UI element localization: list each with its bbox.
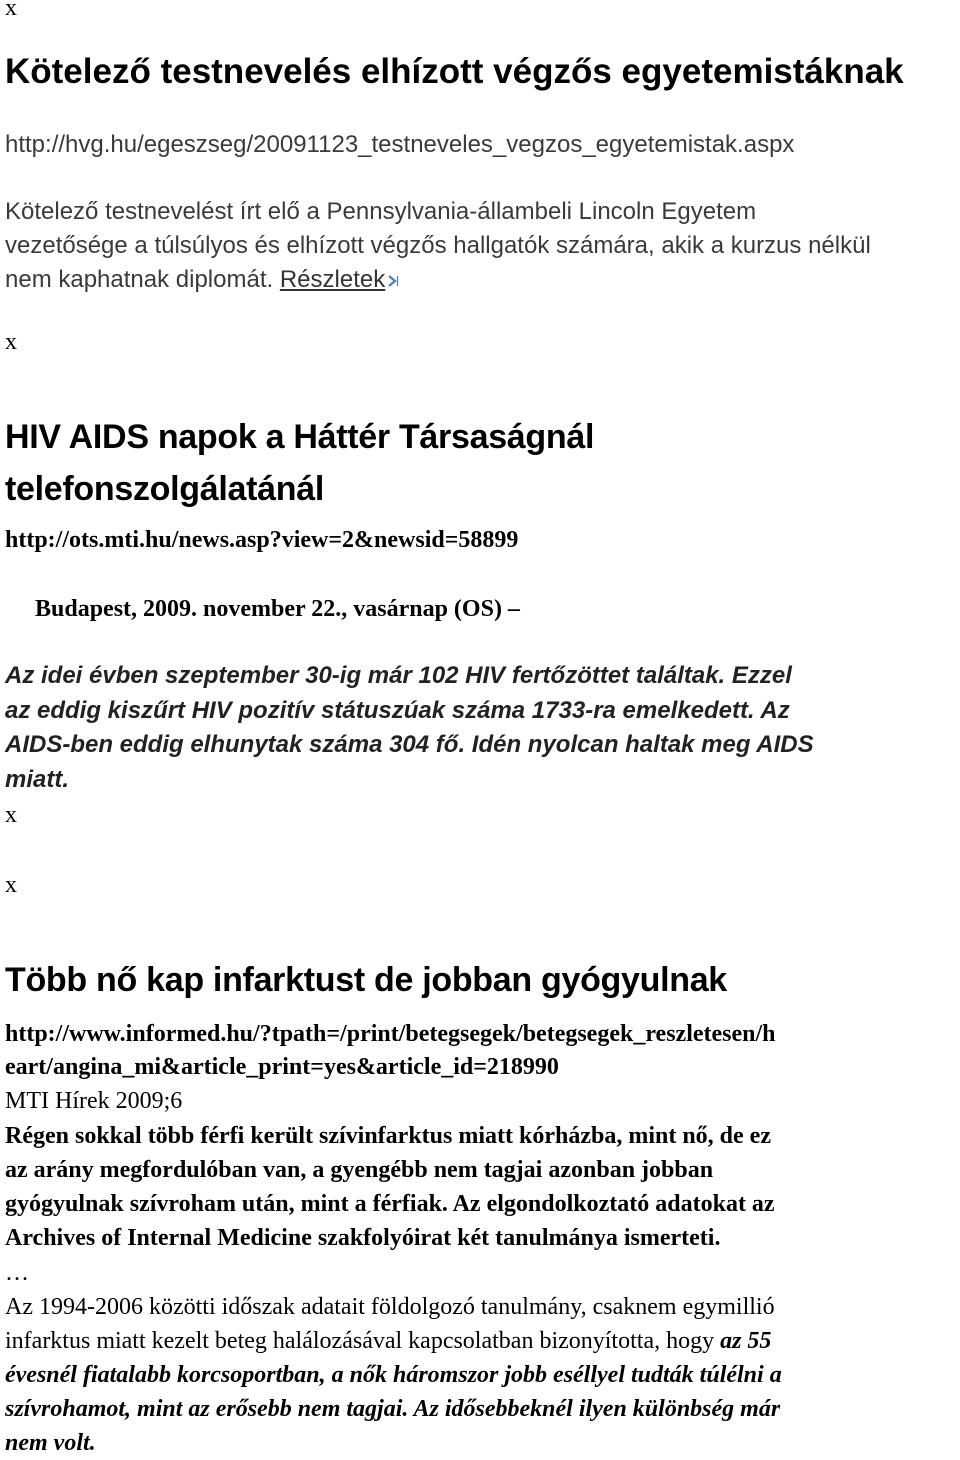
article-title: HIV AIDS napok a Háttér Társaságnál [5,418,595,456]
article-body-line: Kötelező testnevelést írt elő a Pennsylvania-állambeli Lincoln Egyetem [5,198,757,225]
marker-x: x [5,0,17,21]
emphasis-text: Az idősebbeknél ilyen különbség már [413,1396,781,1422]
source-line: MTI Hírek 2009;6 [5,1088,183,1114]
paragraph-line [5,1324,958,1358]
lead-line: Régen sokkal több férfi került szívinfarktus miatt kórházba, mint nő, de ez [5,1123,771,1149]
emphasis-line [5,1392,958,1426]
emphasis-text: az 55 [720,1328,772,1354]
article-url: http://ots.mti.hu/news.asp?view=2&newsid=58899 [5,527,519,553]
article-body-line: vezetősége a túlsúlyos és elhízott végzős hallgatók számára, akik a kurzus nélkül [5,232,871,259]
chevron-right-icon[interactable] [387,264,399,298]
paragraph-text: infarktus miatt kezelt beteg halálozásával kapcsolatban bizonyította, hogy [5,1328,721,1354]
article-title: telefonszolgálatánál [5,470,324,508]
lead-line: az arány megfordulóban van, a gyengébb nem tagjai azonban jobban [5,1157,714,1183]
marker-x: x [5,329,17,355]
emphasis-line: nem volt. [5,1430,96,1456]
article-body-text: nem kaphatnak diplomát. [5,266,274,293]
lead-line: gyógyulnak szívroham után, mint a férfiak. Az elgondolkoztató adatokat az [5,1191,775,1217]
article-body-line: miatt. [5,766,70,793]
article-title: Kötelező testnevelés elhízott végzős egyetemistáknak [5,52,904,91]
emphasis-text: szívrohamot, mint az erősebb nem tagjai. [5,1396,414,1422]
article-url: http://www.informed.hu/?tpath=/print/betegsegek/betegsegek_reszletesen/h [5,1021,776,1047]
article-title: Több nő kap infarktust de jobban gyógyulnak [5,961,727,999]
marker-x: x [5,802,17,828]
marker-x: x [5,872,17,898]
article-url: eart/angina_mi&article_print=yes&article_id=218990 [5,1054,559,1080]
lead-line: Archives of Internal Medicine szakfolyóirat két tanulmánya ismerteti. [5,1225,721,1251]
paragraph-line: Az 1994-2006 közötti időszak adatait földolgozó tanulmány, csaknem egymillió [5,1294,775,1320]
ellipsis: … [5,1260,29,1286]
article-url: http://hvg.hu/egeszseg/20091123_testneveles_vegzos_egyetemistak.aspx [5,131,795,158]
article-body-line: AIDS-ben eddig elhunytak száma 304 fő. Idén nyolcan haltak meg AIDS [5,731,814,758]
article-body-line: az eddig kiszűrt HIV pozitív státuszúak száma 1733-ra emelkedett. Az [5,697,790,724]
dateline: Budapest, 2009. november 22., vasárnap (OS) – [35,596,520,622]
details-link[interactable]: Részletek [279,266,386,293]
emphasis-line: évesnél fiatalabb korcsoportban, a nők háromszor jobb eséllyel tudták túlélni a [5,1362,782,1388]
article-body-line: Az idei évben szeptember 30-ig már 102 HIV fertőzöttet találtak. Ezzel [5,662,792,689]
article-body-line-last [5,263,958,298]
